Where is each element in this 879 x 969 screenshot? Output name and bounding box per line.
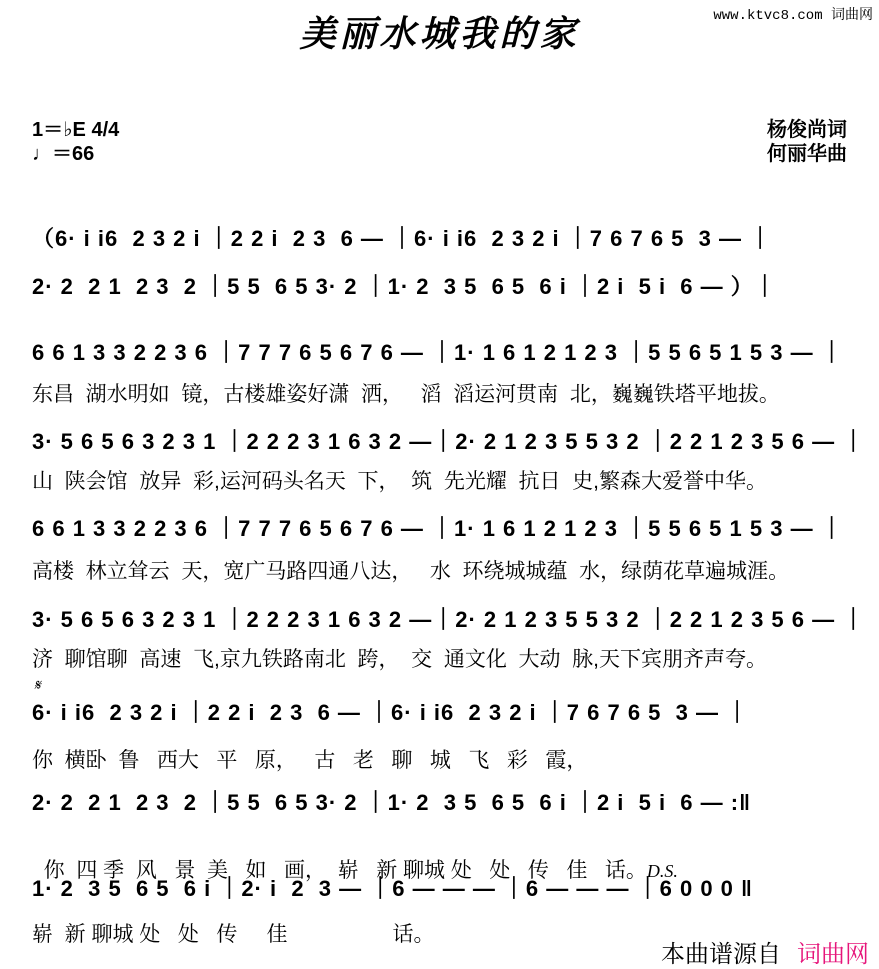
notation-line: （6· i i6 2 3 2 i ｜2 2 i 2 3 6 — ｜6· i i6 2 3 2 i ｜7 6 7 6 5 3 — ｜	[32, 226, 773, 251]
segno-sign: 𝄋	[34, 676, 41, 694]
notation-line: 6 6 1 3 3 2 2 3 6 ｜7 7 7 6 5 6 7 6 — ｜1· 1 6 1 2 1 2 3 ｜5 5 6 5 1 5 3 — ｜	[32, 340, 844, 365]
composer: 何丽华曲	[767, 143, 847, 165]
notation-line: 3· 5 6 5 6 3 2 3 1 ｜2 2 2 3 1 6 3 2 —｜2· 2 1 2 3 5 5 3 2 ｜2 2 1 2 3 5 6 — ｜	[32, 607, 866, 632]
notation-line: 2· 2 2 1 2 3 2 ｜5 5 6 5 3· 2 ｜1· 2 3 5 6 5 6 i ｜2 i 5 i 6 — ）｜	[32, 274, 777, 299]
source-footer	[661, 934, 869, 969]
song-title: 美丽水城我的家	[299, 13, 580, 55]
source-label: 本曲谱源自	[661, 941, 781, 968]
score-row-2	[0, 270, 879, 310]
lyrics-line: 你 横卧 鲁 西大 平 原， 古 老 聊 城 飞 彩 霞，	[32, 749, 588, 772]
lyrics-line: 东昌 湖水明如 镜，古楼雄姿好潇 洒， 滔 滔运河贯南 北，巍巍铁塔平地拔。	[32, 383, 780, 406]
score-row-1	[0, 222, 879, 262]
notation-line: 1· 2 3 5 6 5 6 i ｜2· i 2 3 — ｜6 — — — ｜6 — — — ｜6 0 0 0 ‖	[32, 876, 753, 901]
notation-line: 3· 5 6 5 6 3 2 3 1 ｜2 2 2 3 1 6 3 2 —｜2· 2 1 2 3 5 5 3 2 ｜2 2 1 2 3 5 6 — ｜	[32, 429, 866, 454]
score-row-9	[0, 872, 879, 912]
lyrics-line: 崭 新 聊城 处 处 传 佳 话。	[32, 923, 435, 946]
lyricist: 杨俊尚词	[767, 119, 847, 141]
key-signature: 1＝♭E 4/4	[32, 119, 120, 141]
lyrics-text: 你 四 季 风 景 美 如 画， 崭 新 聊城 处 处 传 佳 话。	[43, 859, 647, 882]
credits	[767, 118, 847, 166]
notation-line: 2· 2 2 1 2 3 2 ｜5 5 6 5 3· 2 ｜1· 2 3 5 6 5 6 i ｜2 i 5 i 6 — :‖	[32, 790, 752, 815]
dal-segno-marker: D.S.	[646, 861, 678, 881]
lyrics-line: 山 陕会馆 放异 彩,运河码头名天 下， 筑 先光耀 抗日 史,繁森大爱誉中华。	[32, 470, 768, 493]
tempo-marking: ♩＝66	[32, 143, 95, 165]
notation-line: 6 6 1 3 3 2 2 3 6 ｜7 7 7 6 5 6 7 6 — ｜1· 1 6 1 2 1 2 3 ｜5 5 6 5 1 5 3 — ｜	[32, 516, 844, 541]
notation-line: 6· i i6 2 3 2 i ｜2 2 i 2 3 6 — ｜6· i i6 2 3 2 i ｜7 6 7 6 5 3 — ｜	[32, 700, 750, 725]
score-row-5	[0, 512, 879, 552]
site-watermark: www.ktvc8.com 词曲网	[713, 8, 873, 24]
score-row-8	[0, 786, 879, 826]
lyrics-line: 济 聊馆聊 高速 飞,京九铁路南北 跨， 交 通文化 大动 脉,天下宾朋齐声夸。	[32, 648, 768, 671]
score-row-7	[0, 696, 879, 736]
score-row-4	[0, 425, 879, 465]
score-row-6	[0, 603, 879, 643]
brand-link[interactable]: 词曲网	[797, 941, 869, 968]
lyrics-line: 高楼 林立耸云 天，宽广马路四通八达， 水 环绕城城蕴 水，绿荫花草遍城涯。	[32, 560, 790, 583]
score-row-3	[0, 336, 879, 376]
